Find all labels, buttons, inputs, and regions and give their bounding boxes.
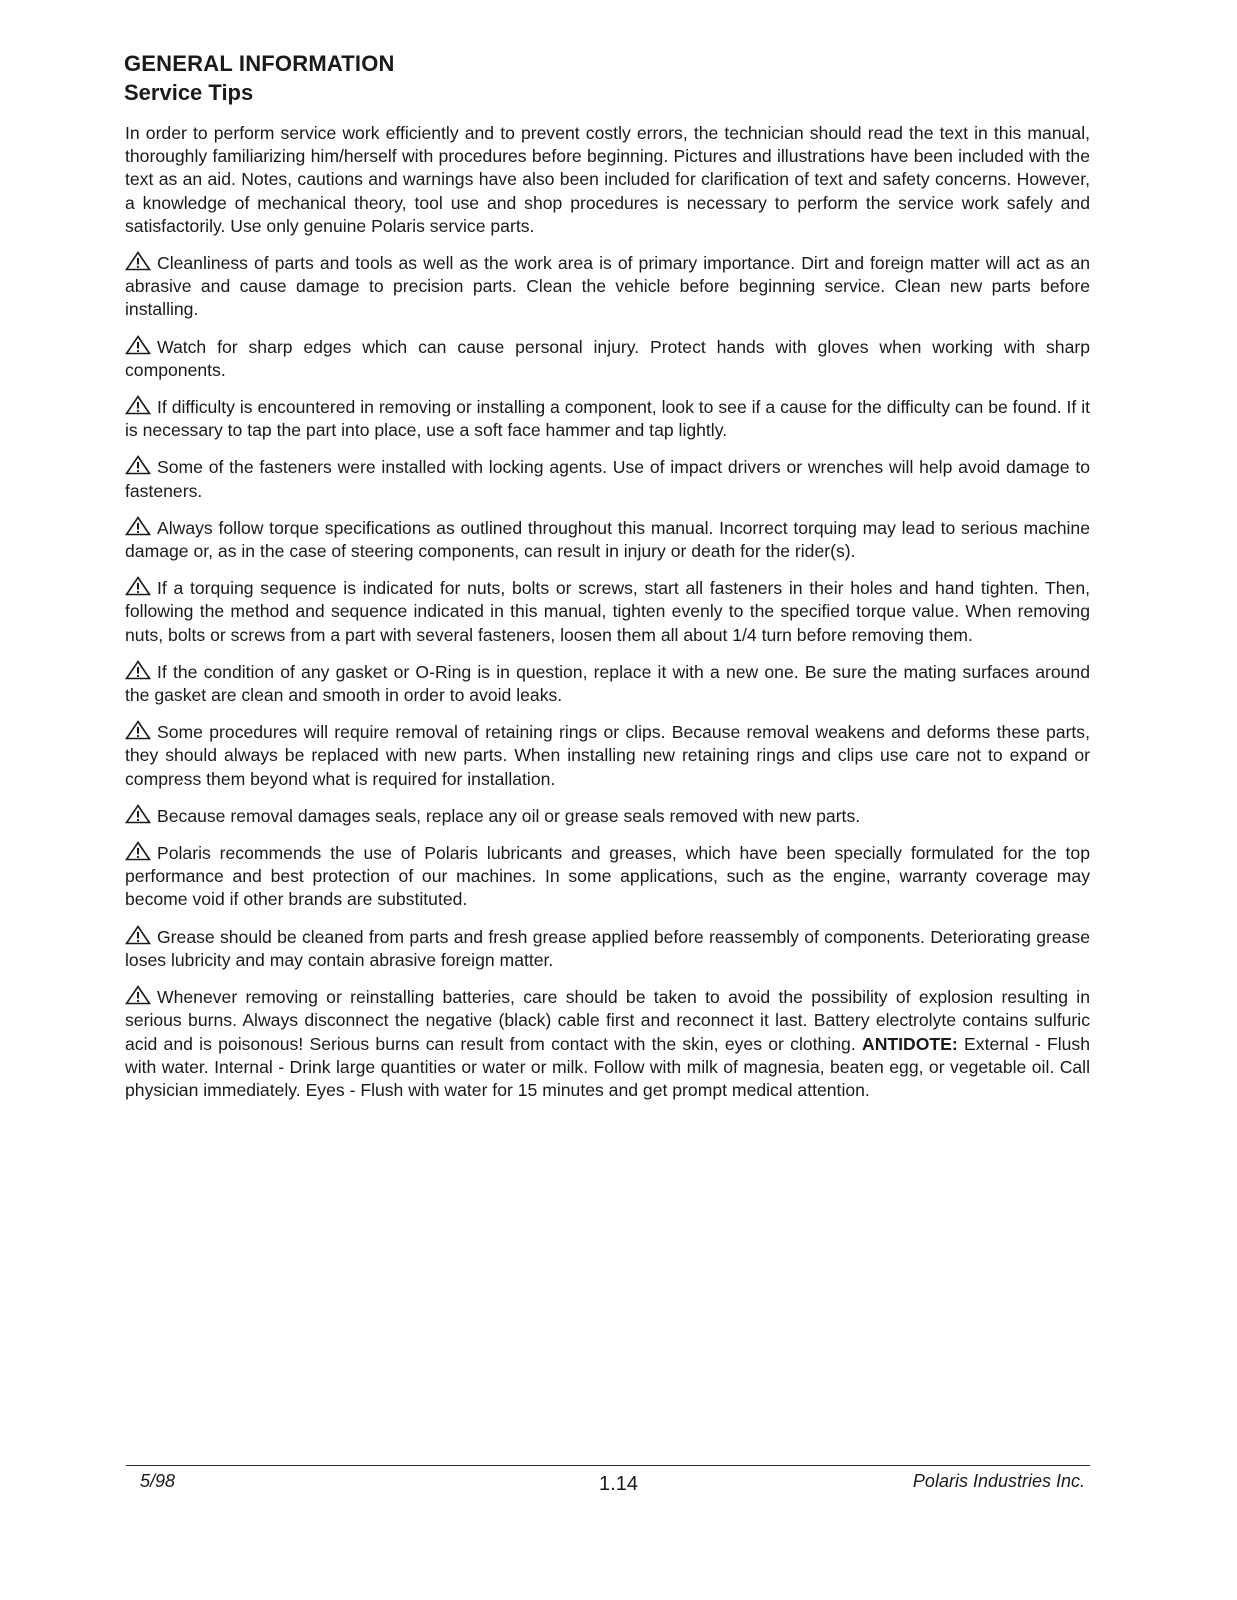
tip-paragraph	[125, 455, 1090, 502]
warning-triangle-icon	[125, 251, 151, 271]
tip-text: If the condition of any gasket or O-Ring is in question, replace it with a new one. Be sure the mating surfaces around the gasket are clean and smooth in order to avoid leaks.	[125, 661, 1090, 706]
tip-text: Polaris recommends the use of Polaris lubricants and greases, which have been specially formulated for the top performance and best protection of our machines. In some applications, such as the engine, warranty coverage may become void if other brands are substituted.	[125, 843, 1090, 910]
battery-tip-antidote-text: External - Flush with water. Internal - Drink large quantities or water or milk. Follow with milk of magnesia, beaten egg, or vegetable oil. Call physician immediately. Eyes - Flush with water for 15 minutes and get prompt medical attention.	[125, 1033, 1090, 1100]
tip-paragraph	[125, 804, 1090, 828]
section-title: GENERAL INFORMATION	[124, 51, 395, 76]
tip-text: If a torquing sequence is indicated for nuts, bolts or screws, start all fasteners in their holes and hand tighten. Then, following the method and sequence indicated in this manual, tighten evenly to the specified torque value. When removing nuts, bolts or screws from a part with several fasteners, loosen them all about 1/4 turn before removing them.	[125, 578, 1090, 645]
warning-triangle-icon	[125, 925, 151, 945]
tips-list	[125, 251, 1090, 972]
tip-text: Watch for sharp edges which can cause personal injury. Protect hands with gloves when working with sharp components.	[125, 336, 1090, 380]
warning-triangle-icon	[125, 335, 151, 355]
warning-triangle-icon	[125, 576, 151, 596]
tip-text: Grease should be cleaned from parts and fresh grease applied before reassembly of components. Deteriorating grease loses lubricity and may contain abrasive foreign matter.	[125, 926, 1090, 970]
antidote-label: ANTIDOTE:	[861, 1033, 958, 1054]
warning-triangle-icon	[125, 516, 151, 536]
tip-paragraph-battery	[125, 985, 1090, 1102]
tip-paragraph	[125, 395, 1090, 442]
tip-text: Some procedures will require removal of retaining rings or clips. Because removal weakens and deforms these parts, they should always be replaced with new parts. When installing new retaining rings and clips use care not to expand or compress them beyond what is required for installation.	[125, 722, 1090, 789]
warning-triangle-icon	[125, 804, 151, 824]
warning-triangle-icon	[125, 841, 151, 861]
warning-triangle-icon	[125, 985, 151, 1005]
tip-text: Cleanliness of parts and tools as well as the work area is of primary importance. Dirt and foreign matter will act as an abrasive and cause damage to precision parts. Clean the vehicle before beginning service. Clean new parts before installing.	[125, 253, 1090, 320]
warning-triangle-icon	[125, 660, 151, 680]
tip-text: Always follow torque specifications as outlined throughout this manual. Incorrect torquing may lead to serious machine damage or, as in the case of steering components, can result in injury or death for the rider(s).	[125, 517, 1090, 562]
tip-paragraph	[125, 576, 1090, 647]
tip-paragraph	[125, 516, 1090, 563]
footer-date: 5/98	[140, 1471, 176, 1491]
tip-paragraph	[125, 335, 1090, 382]
warning-triangle-icon	[125, 720, 151, 740]
battery-tip-text: Whenever removing or reinstalling batteries, care should be taken to avoid the possibility of explosion resulting in serious burns. Always disconnect the negative (black) cable first and reconnect it last. Battery electrolyte contains sulfuric acid and is poisonous! Serious burns can result from contact with the skin, eyes or clothing.	[125, 987, 1090, 1054]
page-content	[125, 122, 1090, 1115]
page-number: 1.14	[599, 1473, 638, 1495]
tip-paragraph	[125, 660, 1090, 707]
tip-text: Because removal damages seals, replace any oil or grease seals removed with new parts.	[157, 805, 861, 826]
footer-divider	[126, 1465, 1090, 1466]
subsection-title: Service Tips	[124, 80, 254, 105]
tip-text: If difficulty is encountered in removing or installing a component, look to see if a cause for the difficulty can be found. If it is necessary to tap the part into place, use a soft face hammer and tap lightly.	[125, 397, 1090, 441]
tip-text: Some of the fasteners were installed with locking agents. Use of impact drivers or wrenches will help avoid damage to fasteners.	[125, 457, 1090, 501]
tip-paragraph	[125, 720, 1090, 791]
warning-triangle-icon	[125, 455, 151, 475]
tip-paragraph	[125, 925, 1090, 972]
intro-paragraph: In order to perform service work efficiently and to prevent costly errors, the technician should read the text in this manual, thoroughly familiarizing him/herself with procedures before beginning. Pictures and illustrations have been included with the text as an aid. Notes, cautions and warnings have also been included for clarification of text and safety concerns. However, a knowledge of mechanical theory, tool use and shop procedures is necessary to perform the service work safely and satisfactorily. Use only genuine Polaris service parts.	[125, 123, 1090, 236]
tip-paragraph	[125, 251, 1090, 322]
footer-company: Polaris Industries Inc.	[912, 1471, 1085, 1491]
warning-triangle-icon	[125, 395, 151, 415]
tip-paragraph	[125, 841, 1090, 912]
